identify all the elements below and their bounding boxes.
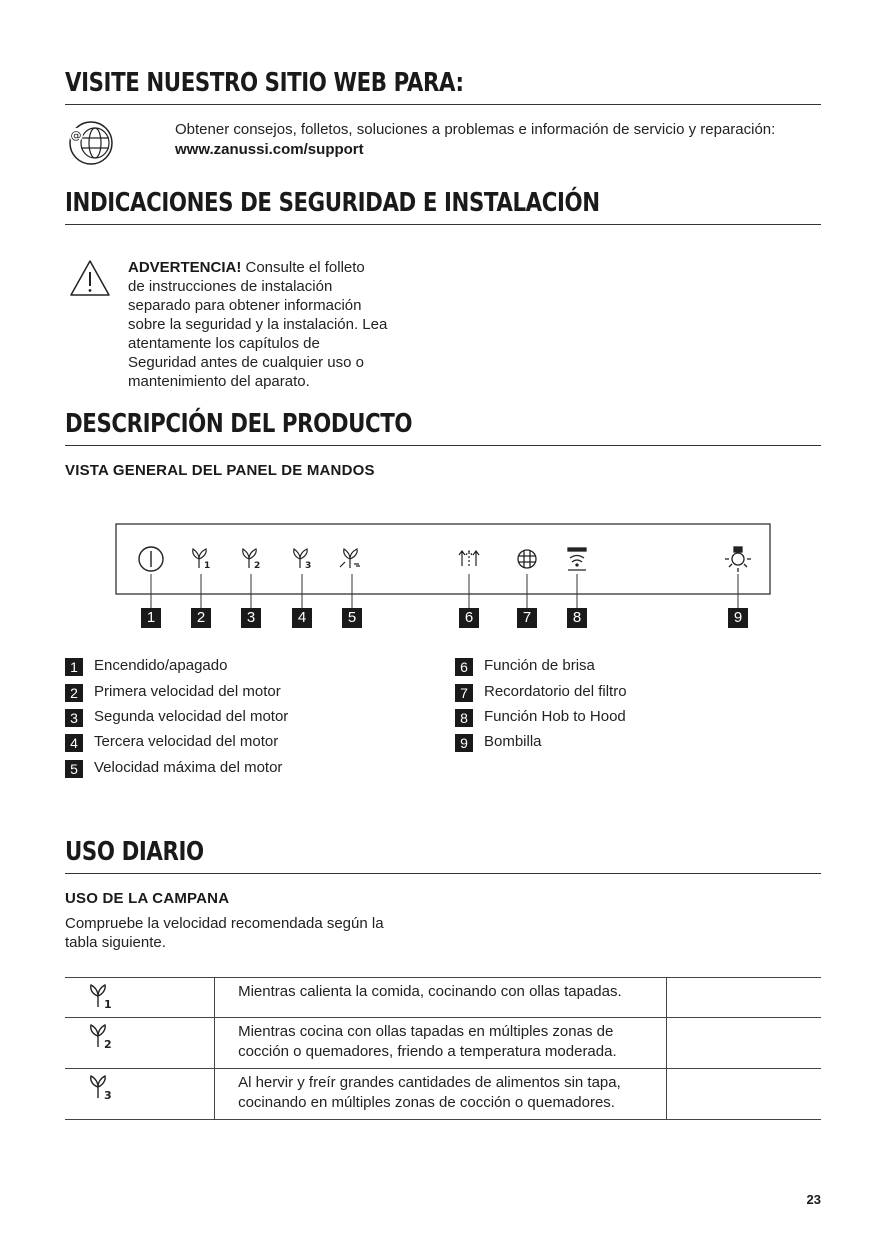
website-text: Obtener consejos, folletos, soluciones a problemas e información de servicio y reparación:	[175, 121, 776, 138]
speed-subscript: 3	[104, 1089, 112, 1100]
panel-number-3: 3	[241, 608, 261, 628]
description-cell: Mientras cocina con ollas tapadas en múltiples zonas de cocción o quemadores, friendo a temperatura moderada.	[215, 1018, 667, 1069]
speed-cell	[65, 978, 215, 1018]
heading-safety: INDICACIONES DE SEGURIDAD E INSTALACIÓN	[65, 188, 600, 218]
intro-text: Compruebe la velocidad recomendada según la tabla siguiente.	[65, 915, 384, 951]
fan-icon	[89, 1023, 119, 1049]
panel-number-7: 7	[517, 608, 537, 628]
heading-daily-use: USO DIARIO	[65, 837, 204, 867]
panel-number-2: 2	[191, 608, 211, 628]
breeze-icon	[459, 551, 479, 566]
panel-number-5: 5	[342, 608, 362, 628]
empty-cell	[666, 978, 821, 1018]
svg-text:@: @	[70, 129, 82, 142]
support-link[interactable]: www.zanussi.com/support	[175, 141, 364, 158]
light-bulb-icon	[725, 547, 751, 572]
hob-to-hood-icon	[568, 548, 586, 570]
filter-grid-icon	[518, 550, 536, 568]
description-cell: Al hervir y freír grandes cantidades de alimentos sin tapa, cocinando en múltiples zonas de cocción o quemadores.	[215, 1069, 667, 1120]
panel-number-9: 9	[728, 608, 748, 628]
table-row	[65, 1069, 821, 1120]
empty-cell	[666, 1069, 821, 1120]
empty-cell	[666, 1018, 821, 1069]
fan-max-icon	[340, 549, 360, 568]
table-row	[65, 1018, 821, 1069]
subheading-control-panel: VISTA GENERAL DEL PANEL DE MANDOS	[65, 462, 375, 479]
speed-subscript: 2	[104, 1038, 112, 1049]
power-icon	[139, 547, 163, 571]
control-panel-outline	[116, 524, 770, 594]
fan-subscript-2: 2	[254, 561, 261, 571]
fan-subscript-3: 3	[305, 561, 312, 571]
panel-number-1: 1	[141, 608, 161, 628]
heading-website: VISITE NUESTRO SITIO WEB PARA:	[65, 68, 464, 98]
panel-number-6: 6	[459, 608, 479, 628]
speed-table	[65, 977, 821, 1120]
fan-subscript-1: 1	[204, 561, 211, 571]
panel-number-4: 4	[292, 608, 312, 628]
fan-icon	[89, 1074, 119, 1100]
warning-text: ADVERTENCIA! Consulte el folleto de instrucciones de instalación separado para obtener información sobre la seguridad y la instalación. Lea atentamente los capítulos de Seguridad antes de cualquier uso o mantenimiento del aparato.	[128, 259, 388, 390]
subheading-hood-use: USO DE LA CAMPANA	[65, 890, 230, 907]
speed-cell	[65, 1069, 215, 1120]
warning-label: ADVERTENCIA!	[128, 259, 242, 276]
heading-product: DESCRIPCIÓN DEL PRODUCTO	[65, 409, 413, 439]
speed-cell	[65, 1018, 215, 1069]
table-row	[65, 978, 821, 1018]
panel-number-8: 8	[567, 608, 587, 628]
page-number: 23	[806, 1192, 821, 1207]
description-cell: Mientras calienta la comida, cocinando con ollas tapadas.	[215, 978, 667, 1018]
rule-daily-use	[65, 873, 821, 874]
speed-subscript: 1	[104, 998, 112, 1009]
fan-icon	[89, 983, 119, 1009]
